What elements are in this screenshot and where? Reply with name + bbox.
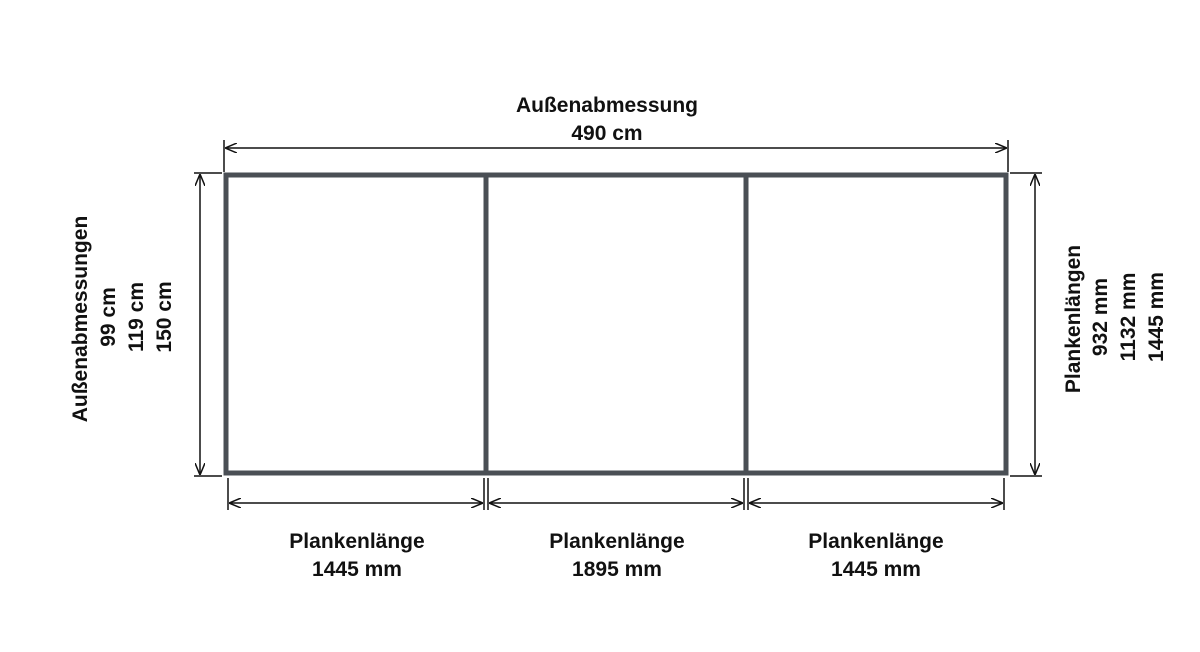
top-dimension bbox=[224, 94, 1008, 172]
left-dimension-value-2: 119 cm bbox=[125, 281, 148, 353]
left-dimension-value-1: 99 cm bbox=[97, 287, 120, 347]
top-dimension-value: 490 cm bbox=[571, 122, 643, 145]
outer-frame bbox=[226, 175, 1006, 473]
bottom-segment-2-title: Plankenlänge bbox=[549, 530, 685, 553]
left-dimension-value-3: 150 cm bbox=[153, 281, 176, 353]
left-dimension bbox=[69, 173, 222, 476]
right-dimension-value-1: 932 mm bbox=[1089, 277, 1112, 357]
right-dimension-value-2: 1132 mm bbox=[1117, 272, 1140, 362]
bed-frame bbox=[226, 175, 1006, 473]
top-dimension-title: Außenabmessung bbox=[515, 94, 699, 117]
bottom-segment-3-value: 1445 mm bbox=[831, 558, 921, 581]
right-dimension bbox=[1010, 173, 1168, 476]
bottom-segment-1-value: 1445 mm bbox=[312, 558, 402, 581]
right-dimension-title: Plankenlängen bbox=[1062, 244, 1085, 394]
bottom-segment-3-title: Plankenlänge bbox=[808, 530, 944, 553]
bottom-segment-1-title: Plankenlänge bbox=[289, 530, 425, 553]
bottom-segment-2-value: 1895 mm bbox=[572, 558, 662, 581]
bottom-dimensions bbox=[228, 478, 1004, 581]
right-dimension-value-3: 1445 mm bbox=[1145, 272, 1168, 362]
left-dimension-title: Außenabmessungen bbox=[69, 215, 92, 423]
